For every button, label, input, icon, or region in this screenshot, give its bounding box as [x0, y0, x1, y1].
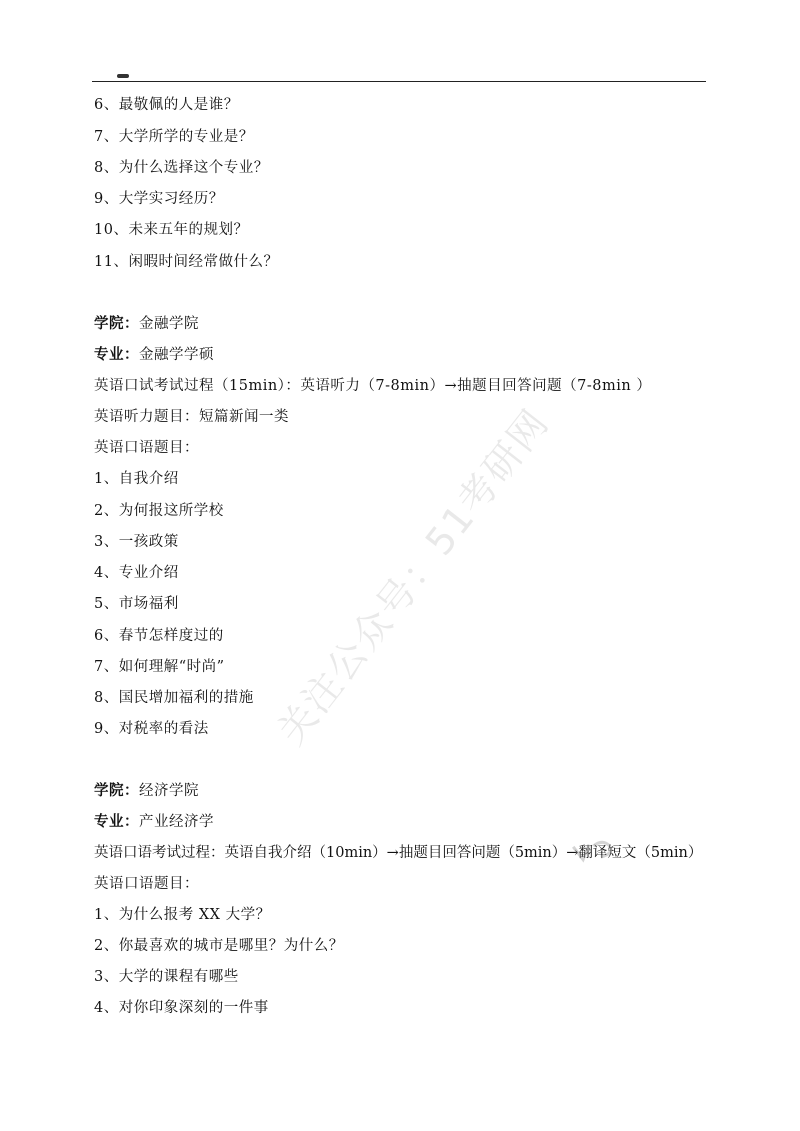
- major-line: [94, 813, 214, 831]
- question-item: 8、国民增加福利的措施: [94, 690, 254, 706]
- major-label: 专业：: [94, 346, 139, 363]
- exam-process: 英语口语考试过程：英语自我介绍（10min）→抽题目回答问题（5min）→翻译短文（5min）: [94, 845, 703, 861]
- college-label: 学院：: [94, 782, 139, 799]
- question-item: 11、闲暇时间经常做什么？: [94, 254, 279, 270]
- college-label: 学院：: [94, 315, 139, 332]
- question-item: 6、春节怎样度过的: [94, 628, 224, 644]
- major-line: [94, 346, 214, 364]
- question-item: 3、一孩政策: [94, 534, 179, 550]
- question-item: 9、对税率的看法: [94, 721, 209, 737]
- question-item: 3、大学的课程有哪些: [94, 969, 239, 985]
- logo-icon: [568, 835, 619, 867]
- question-item: 7、大学所学的专业是？: [94, 129, 254, 145]
- question-item: 4、对你印象深刻的一件事: [94, 1000, 269, 1016]
- question-item: 7、如何理解“时尚”: [94, 659, 225, 675]
- major-label: 专业：: [94, 813, 139, 830]
- college-line: [94, 315, 199, 333]
- question-item: 6、最敬佩的人是谁？: [94, 97, 239, 113]
- question-item: 2、你最喜欢的城市是哪里？为什么？: [94, 938, 344, 954]
- exam-process: 英语口试考试过程（15min）：英语听力（7-8min）→抽题目回答问题（7-8min ）: [94, 378, 652, 394]
- listening-topic: 英语听力题目：短篇新闻一类: [94, 409, 289, 425]
- header-mark: [117, 74, 129, 78]
- question-item: 2、为何报这所学校: [94, 503, 224, 519]
- question-item: 1、自我介绍: [94, 471, 179, 487]
- oral-title: 英语口语题目：: [94, 876, 199, 892]
- watermark-text: 关注公众号：51考研网: [269, 400, 558, 753]
- question-item: 5、市场福利: [94, 596, 179, 612]
- question-item: 8、为什么选择这个专业？: [94, 160, 269, 176]
- college-value: 金融学院: [139, 316, 199, 332]
- question-item: 1、为什么报考 XX 大学？: [94, 907, 271, 923]
- question-item: 10、未来五年的规划？: [94, 222, 249, 238]
- question-item: 9、大学实习经历？: [94, 191, 224, 207]
- major-value: 金融学学硕: [139, 347, 214, 363]
- watermark-logo: [568, 835, 619, 867]
- college-value: 经济学院: [139, 783, 199, 799]
- question-item: 4、专业介绍: [94, 565, 179, 581]
- college-line: [94, 782, 199, 800]
- oral-title: 英语口语题目：: [94, 440, 199, 456]
- header-rule: [92, 81, 706, 82]
- major-value: 产业经济学: [139, 814, 214, 830]
